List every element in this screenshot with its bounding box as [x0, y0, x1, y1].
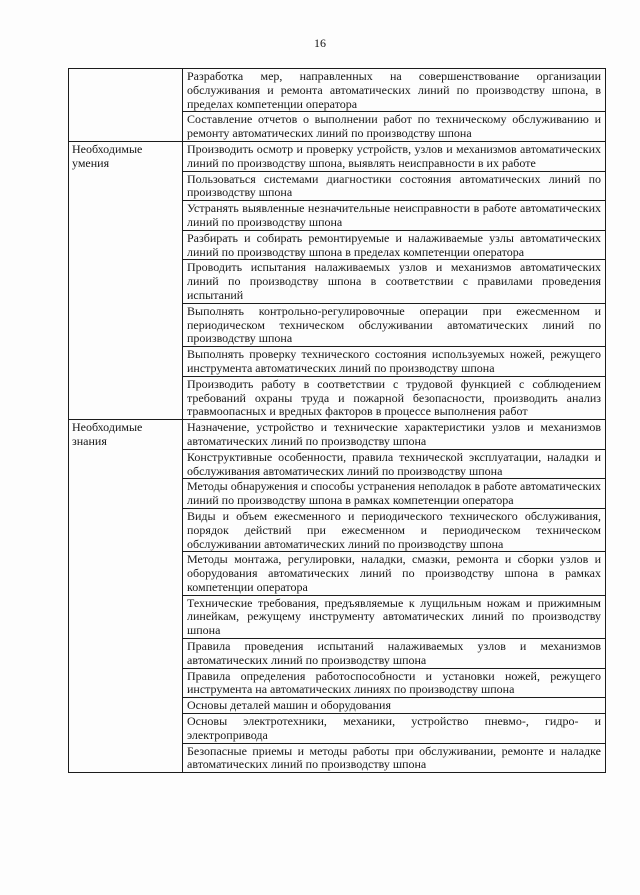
table-row [69, 141, 606, 171]
item-cell: Методы монтажа, регулировки, наладки, смазки, ремонта и сборки узлов и оборудования автоматических линий по производству шпона в рамках компетенции оператора [183, 552, 606, 595]
item-cell: Выполнять контрольно-регулировочные операции при ежесменном и периодическом техническом обслуживании автоматических линий по производству шпона [183, 303, 606, 346]
item-cell: Составление отчетов о выполнении работ по техническому обслуживанию и ремонту автоматических линий по производству шпона [183, 112, 606, 142]
item-cell: Разбирать и собирать ремонтируемые и налаживаемые узлы автоматических линий по производству шпона в пределах компетенции оператора [183, 230, 606, 260]
section-label: Необходимые умения [69, 141, 183, 419]
table-row [69, 69, 606, 112]
item-cell: Виды и объем ежесменного и периодического технического обслуживания, порядок действий при ежесменном и периодическом техническом обслуживании автоматических линий по производству шпона [183, 508, 606, 551]
table-row [69, 420, 606, 450]
item-cell: Проводить испытания налаживаемых узлов и механизмов автоматических линий по производству шпона в соответствии с правилами проведения испытаний [183, 260, 606, 303]
item-cell: Пользоваться системами диагностики состояния автоматических линий по производству шпона [183, 171, 606, 201]
item-cell: Выполнять проверку технического состояния используемых ножей, режущего инструмента автоматических линий по производству шпона [183, 347, 606, 377]
item-cell: Назначение, устройство и технические характеристики узлов и механизмов автоматических линий по производству шпона [183, 420, 606, 450]
item-cell: Основы электротехники, механики, устройство пневмо-, гидро- и электропривода [183, 714, 606, 744]
item-cell: Основы деталей машин и оборудования [183, 698, 606, 714]
item-cell: Производить осмотр и проверку устройств, узлов и механизмов автоматических линий по производству шпона, выявлять неисправности в их работе [183, 141, 606, 171]
competency-table [68, 68, 606, 773]
section-label: Необходимые знания [69, 420, 183, 773]
item-cell: Методы обнаружения и способы устранения неполадок в работе автоматических линий по производству шпона в рамках компетенции оператора [183, 479, 606, 509]
item-cell: Устранять выявленные незначительные неисправности в работе автоматических линий по производству шпона [183, 201, 606, 231]
page-number: 16 [314, 36, 326, 50]
item-cell: Правила определения работоспособности и установки ножей, режущего инструмента на автоматических линиях по производству шпона [183, 668, 606, 698]
item-cell: Конструктивные особенности, правила технической эксплуатации, наладки и обслуживания автоматических линий по производству шпона [183, 449, 606, 479]
section-label [69, 69, 183, 142]
item-cell: Безопасные приемы и методы работы при обслуживании, ремонте и наладке автоматических линий по производству шпона [183, 743, 606, 773]
item-cell: Технические требования, предъявляемые к лущильным ножам и прижимным линейкам, режущему инструменту автоматических линий по производству шпона [183, 595, 606, 638]
item-cell: Производить работу в соответствии с трудовой функцией с соблюдением требований охраны труда и пожарной безопасности, производить анализ травмоопасных и вредных факторов в процессе выполнения работ [183, 376, 606, 419]
item-cell: Разработка мер, направленных на совершенствование организации обслуживания и ремонта автоматических линий по производству шпона, в пределах компетенции оператора [183, 69, 606, 112]
table-body [69, 69, 606, 773]
item-cell: Правила проведения испытаний налаживаемых узлов и механизмов автоматических линий по производству шпона [183, 639, 606, 669]
